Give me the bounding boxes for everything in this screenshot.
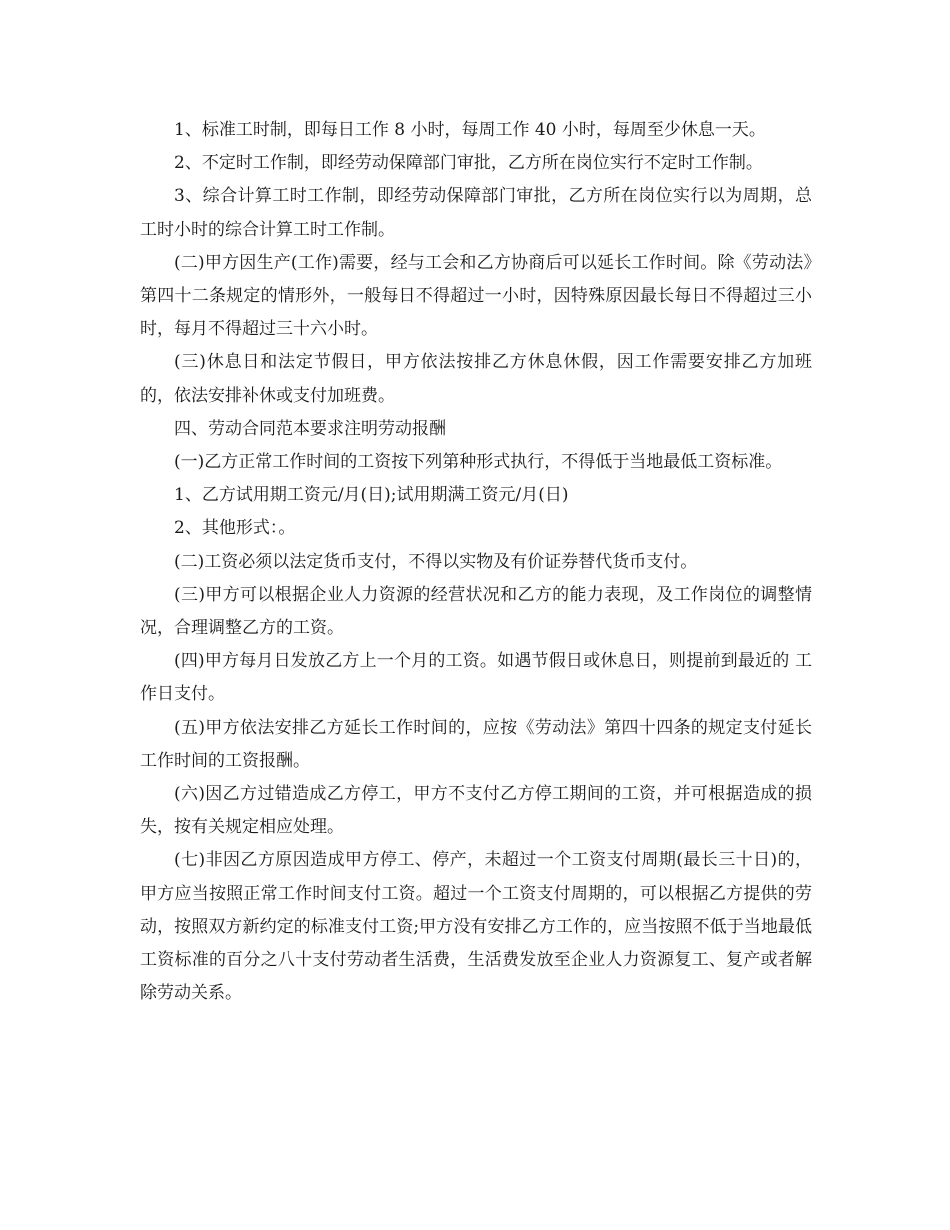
- section-heading-remuneration: 四、劳动合同范本要求注明劳动报酬: [174, 418, 446, 439]
- paragraph-wage-adjustment: (三)甲方可以根据企业人力资源的经营状况和乙方的能力表现，及工作岗位的调整情况，合理调整乙方的工资。: [140, 584, 812, 639]
- paragraph-overtime-extension: (二)甲方因生产(工作)需要，经与工会和乙方协商后可以延长工作时间。除《劳动法》第四十二条规定的情形外，一般每日不得超过一小时，因特殊原因最长每日不得超过三小时，每月不得超过三十六小时。: [140, 252, 812, 340]
- paragraph-overtime-pay: (五)甲方依法安排乙方延长工作时间的，应按《劳动法》第四十四条的规定支付延长工作时间的工资报酬。: [140, 717, 812, 771]
- paragraph-legal-tender: (二)工资必须以法定货币支付，不得以实物及有价证券替代货币支付。: [174, 551, 698, 572]
- paragraph-comprehensive-hours: 3、综合计算工时工作制，即经劳动保障部门审批，乙方所在岗位实行以为周期，总工时小时的综合计算工时工作制。: [140, 186, 812, 240]
- paragraph-probation-wage: 1、乙方试用期工资元/月(日);试用期满工资元/月(日): [174, 485, 569, 506]
- paragraph-flexible-hours: 2、不定时工作制，即经劳动保障部门审批，乙方所在岗位实行不定时工作制。: [174, 153, 763, 174]
- paragraph-rest-days-holidays: (三)休息日和法定节假日，甲方依法按排乙方休息休假，因工作需要安排乙方加班的，依法安排补休或支付加班费。: [140, 352, 812, 406]
- paragraph-employer-stoppage: (七)非因乙方原因造成甲方停工、停产，未超过一个工资支付周期(最长三十日)的，甲方应当按照正常工作时间支付工资。超过一个工资支付周期的，可以根据乙方提供的劳动，按照双方新约定的标准支付工资;甲方没有安排乙方工作的，应当按照不低于当地最低工资标准的百分之八十支付劳动者生活费，生活费发放至企业人力资源复工、复产或者解除劳动关系。: [140, 850, 812, 1004]
- paragraph-payday: (四)甲方每月日发放乙方上一个月的工资。如遇节假日或休息日，则提前到最近的 工作日支付。: [140, 651, 812, 705]
- paragraph-standard-hours: 1、标准工时制，即每日工作 8 小时，每周工作 40 小时，每周至少休息一天。: [174, 120, 766, 140]
- paragraph-other-forms: 2、其他形式：。: [174, 518, 296, 539]
- paragraph-wage-form: (一)乙方正常工作时间的工资按下列第种形式执行，不得低于当地最低工资标准。: [174, 452, 783, 473]
- paragraph-employee-fault-stoppage: (六)因乙方过错造成乙方停工，甲方不支付乙方停工期间的工资，并可根据造成的损失，按有关规定相应处理。: [140, 784, 812, 838]
- document-body: [140, 114, 812, 1010]
